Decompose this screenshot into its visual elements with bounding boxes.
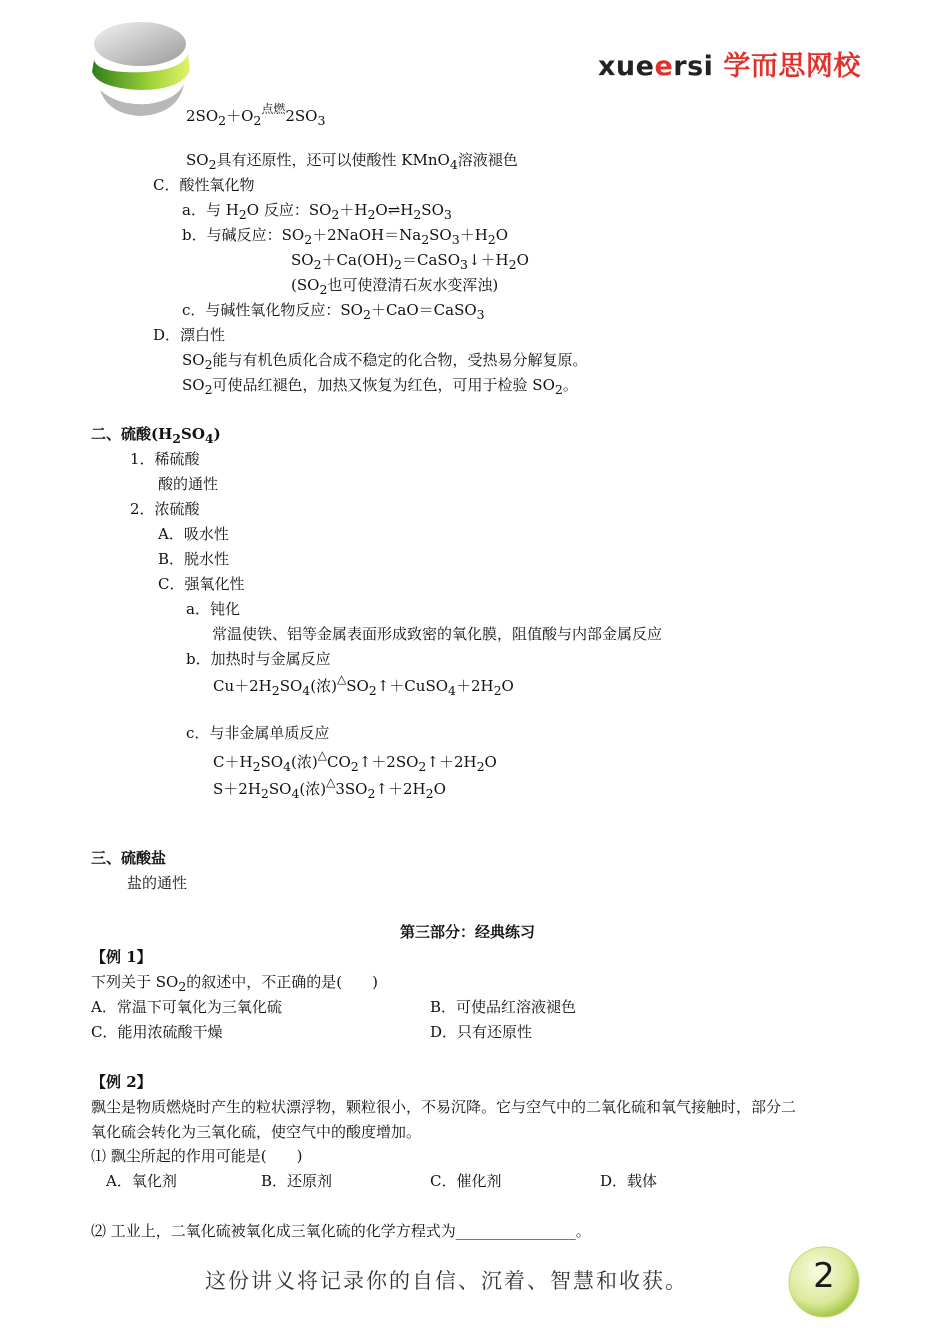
text-line: $SO_2$能与有机色质化合成不稳定的化合物，受热易分解复原。 (182, 351, 588, 372)
text-line: a．钝化 (186, 600, 240, 618)
logo-sphere-icon (78, 14, 198, 119)
text-line: 盐的通性 (127, 874, 188, 892)
choice-option: C．能用浓硫酸干燥 (91, 1023, 223, 1041)
item-heading: 2．浓硫酸 (130, 500, 200, 518)
text-line: C．强氧化性 (158, 575, 245, 593)
item-heading: C．酸性氧化物 (153, 176, 255, 194)
equation-cu-reaction: $Cu+2H_2SO_4$(浓)$^\triangle SO_2↑+CuSO_4+2H_2O$ (213, 672, 514, 698)
text-line: B．脱水性 (158, 550, 230, 568)
item-heading: D．漂白性 (153, 326, 226, 344)
choice-option: B．可使品红溶液褪色 (430, 998, 577, 1016)
text-line: b．与碱反应：$SO_2+2NaOH=Na_2SO_3+H_2O$ (182, 226, 509, 247)
page-number: 2 (813, 1256, 835, 1296)
equation-s-reaction: $S+2H_2SO_4$(浓)$^\triangle 3SO_2↑+2H_2O$ (213, 775, 446, 801)
text-line: a．与 $H_2O$ 反应：$SO_2+H_2O\rightleftharpoons H_2SO_3$ (182, 201, 452, 222)
example-label: 【例 1】 (91, 948, 152, 966)
section-heading-sulfates: 三、硫酸盐 (91, 849, 167, 867)
section-heading-sulfuric-acid: 二、硫酸$(H_2SO_4)$ (91, 425, 221, 446)
choice-option: D．只有还原性 (430, 1023, 533, 1041)
item-heading: 1．稀硫酸 (130, 450, 200, 468)
choice-option: A．氧化剂 (106, 1172, 177, 1190)
paragraph-line: 飘尘是物质燃烧时产生的粒状漂浮物，颗粒很小，不易沉降。它与空气中的二氧化硫和氧气接触时，部分二 (91, 1098, 797, 1116)
paragraph-line: 氧化硫会转化为三氧化硫，使空气中的酸度增加。 (91, 1123, 422, 1141)
part-heading-exercises: 第三部分：经典练习 (400, 923, 536, 941)
text-line: A．吸水性 (158, 525, 229, 543)
text-line: $SO_2$可使品红褪色，加热又恢复为红色，可用于检验 $SO_2$。 (182, 376, 578, 397)
text-line: 常温使铁、铝等金属表面形成致密的氧化膜，阻值酸与内部金属反应 (212, 625, 663, 643)
text-line: $SO_2+Ca(OH)_2=CaSO_3↓+H_2O$ (291, 251, 529, 272)
choice-option: A．常温下可氧化为三氧化硫 (91, 998, 282, 1016)
text-line: b．加热时与金属反应 (186, 650, 331, 668)
text-line: c．与碱性氧化物反应：$SO_2+CaO=CaSO_3$ (182, 301, 485, 322)
brand-logo: xueersi 学而思网校 (598, 51, 861, 82)
equation-c-reaction: $C+H_2SO_4$(浓)$^\triangle CO_2↑+2SO_2↑+2H_2O$ (213, 748, 497, 774)
footer-motto: 这份讲义将记录你的自信、沉着、智慧和收获。 (205, 1269, 688, 1293)
choice-option: D．载体 (600, 1172, 658, 1190)
choice-option: B．还原剂 (261, 1172, 333, 1190)
equation-so2-combustion: $2SO_2+O_2^{点燃}2SO_3$ (186, 102, 326, 128)
text-line: ($SO_2$也可使澄清石灰水变浑浊) (291, 276, 499, 297)
example-label: 【例 2】 (91, 1073, 152, 1091)
question-text: ⑴ 飘尘所起的作用可能是( ) (91, 1147, 303, 1165)
text-line: 酸的通性 (158, 475, 219, 493)
choice-option: C．催化剂 (430, 1172, 502, 1190)
text-line: $SO_2$具有还原性，还可以使酸性 KMnO$_4$溶液褪色 (186, 151, 518, 172)
question-text: ⑵ 工业上，二氧化硫被氧化成三氧化硫的化学方程式为________________。 (91, 1222, 591, 1240)
text-line: c．与非金属单质反应 (186, 724, 330, 742)
question-text: 下列关于 $SO_2$的叙述中，不正确的是( ) (91, 973, 379, 994)
